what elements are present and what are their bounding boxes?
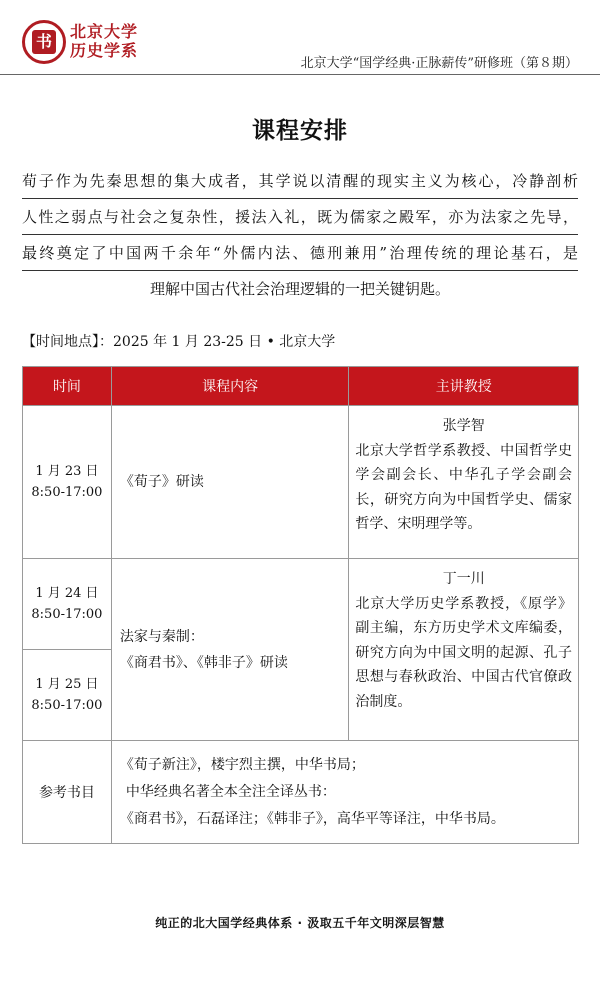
time: 8:50-17:00 xyxy=(31,607,103,622)
reference-label: 参考书目 xyxy=(23,741,112,844)
page-header xyxy=(0,0,600,80)
time-location xyxy=(22,331,335,351)
time-location-label: 【时间地点】 xyxy=(22,334,99,350)
teacher-cell xyxy=(349,406,579,559)
date-cell xyxy=(23,650,112,741)
table-row xyxy=(23,406,579,559)
course-line: 法家与秦制： xyxy=(119,628,204,645)
teacher-name: 丁一川 xyxy=(442,571,485,587)
program-title: 北京大学“国学经典·正脉薪传”研修班（第８期） xyxy=(300,56,578,71)
teacher-desc: 北京大学哲学系教授、中国哲学史学会副会长、中华孔子学会副会长，研究方向为中国哲学史、儒家哲学、宋明理学等。 xyxy=(355,442,572,532)
reference-line: 中华经典名著全本全注全译丛书： xyxy=(125,783,336,800)
teacher-name: 张学智 xyxy=(442,418,485,434)
intro-paragraph xyxy=(22,163,578,306)
date-cell xyxy=(23,559,112,650)
course-cell xyxy=(111,559,349,741)
time: 8:50-17:00 xyxy=(31,698,103,713)
time-location-value: ：2025 年 1 月 23-25 日 • 北京大学 xyxy=(99,334,336,350)
table-row xyxy=(23,559,579,650)
page-title: 课程安排 xyxy=(252,118,348,144)
intro-line: 荀子作为先秦思想的集大成者，其学说以清醒的现实主义为核心，冷静剖析 xyxy=(22,163,578,199)
header-teacher: 主讲教授 xyxy=(349,367,579,406)
university-name: 北京大学 xyxy=(70,22,139,41)
intro-line: 最终奠定了中国两千余年“外儒内法、德刑兼用”治理传统的理论基石，是 xyxy=(22,235,578,271)
date: 1 月 23 日 xyxy=(35,464,99,479)
footer-slogan: 纯正的北大国学经典体系 · 汲取五千年文明深层智慧 xyxy=(155,916,445,930)
intro-line: 理解中国古代社会治理逻辑的一把关键钥匙。 xyxy=(149,280,450,298)
time: 8:50-17:00 xyxy=(31,485,103,500)
header-course: 课程内容 xyxy=(111,367,349,406)
reference-cell xyxy=(111,741,578,844)
table-header-row xyxy=(23,367,579,406)
reference-line: 《荀子新注》，楼宇烈主撰，中华书局； xyxy=(119,756,365,773)
book-icon: 书 xyxy=(32,30,56,54)
header-time: 时间 xyxy=(23,367,112,406)
table-row xyxy=(23,741,579,844)
university-logo xyxy=(22,20,66,64)
department-label: 历史学系 xyxy=(70,41,139,60)
course-line: 《商君书》、《韩非子》研读 xyxy=(119,654,288,671)
course-cell: 《荀子》研读 xyxy=(111,406,349,559)
header-divider xyxy=(0,74,600,75)
department-name xyxy=(70,22,138,60)
teacher-cell xyxy=(349,559,579,741)
teacher-desc: 北京大学历史学系教授，《原学》副主编，东方历史学术文库编委，研究方向为中国文明的起源、孔子思想与春秋政治、中国古代官僚政治制度。 xyxy=(355,595,572,710)
date: 1 月 24 日 xyxy=(35,586,99,601)
intro-line: 人性之弱点与社会之复杂性，援法入礼，既为儒家之殿军，亦为法家之先导， xyxy=(22,199,578,235)
date: 1 月 25 日 xyxy=(35,677,99,692)
schedule-table xyxy=(22,366,579,844)
reference-line: 《商君书》，石磊译注；《韩非子》，高华平等译注，中华书局。 xyxy=(119,810,505,827)
date-cell xyxy=(23,406,112,559)
